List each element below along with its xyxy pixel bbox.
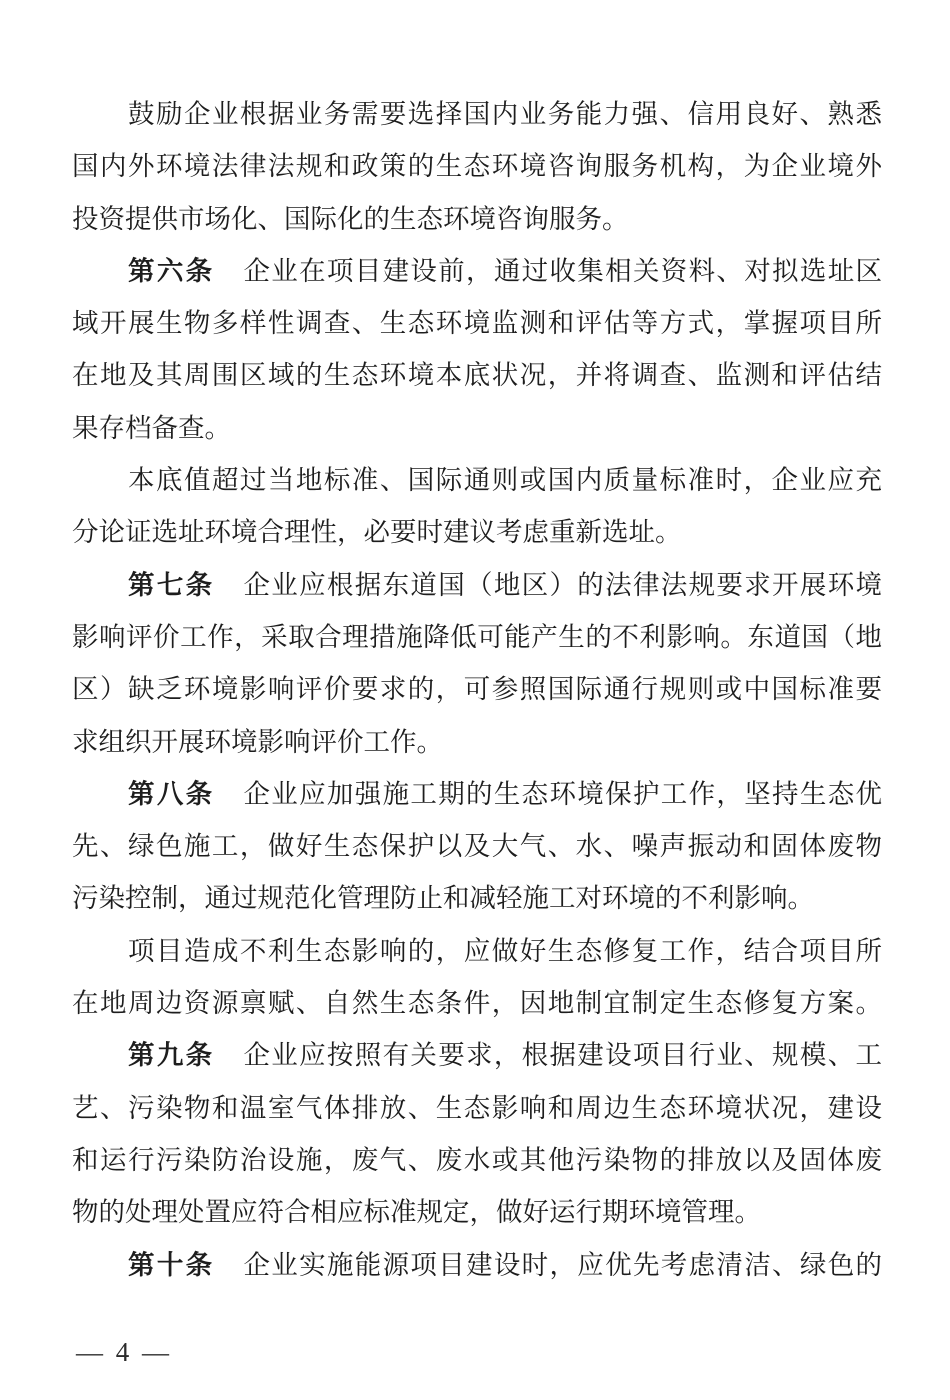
paragraph: [72, 88, 882, 245]
text-line: 第八条 企业应加强施工期的生态环境保护工作，坚持生态优: [128, 778, 883, 809]
text-line: 艺、污染物和温室气体排放、生态影响和周边生态环境状况，建设: [72, 1092, 882, 1123]
document-body: [72, 88, 882, 1291]
paragraph: [72, 1239, 882, 1291]
paragraph: [72, 1029, 882, 1238]
text-line: 求组织开展环境影响评价工作。: [72, 726, 443, 757]
text-line: 国内外环境法律法规和政策的生态环境咨询服务机构，为企业境外: [72, 151, 882, 182]
article-number-label: 第九条: [128, 1040, 215, 1071]
text-line: 第六条 企业在项目建设前，通过收集相关资料、对拟选址区: [128, 255, 883, 286]
text-line: 第十条 企业实施能源项目建设时，应优先考虑清洁、绿色的: [128, 1249, 883, 1280]
text-line: 分论证选址环境合理性，必要时建议考虑重新选址。: [72, 517, 682, 548]
paragraph: [72, 768, 882, 925]
text-line: 影响评价工作，采取合理措施降低可能产生的不利影响。东道国（地: [72, 621, 882, 652]
paragraph: [72, 454, 882, 559]
page-number: — 4 —: [76, 1337, 172, 1367]
paragraph: [72, 559, 882, 768]
text-line: 物的处理处置应符合相应标准规定，做好运行期环境管理。: [72, 1197, 761, 1228]
paragraph: [72, 925, 882, 1030]
article-number-label: 第七条: [128, 569, 215, 600]
text-line: 投资提供市场化、国际化的生态环境咨询服务。: [72, 203, 629, 234]
text-line: 第七条 企业应根据东道国（地区）的法律法规要求开展环境: [128, 569, 883, 600]
article-number-label: 第十条: [128, 1249, 215, 1280]
text-line: 第九条 企业应按照有关要求，根据建设项目行业、规模、工: [128, 1040, 883, 1071]
article-number-label: 第六条: [128, 255, 215, 286]
text-line: 本底值超过当地标准、国际通则或国内质量标准时，企业应充: [128, 465, 882, 496]
text-line: 和运行污染防治设施，废气、废水或其他污染物的排放以及固体废: [72, 1144, 882, 1175]
paragraph: [72, 245, 882, 454]
text-line: 污染控制，通过规范化管理防止和减轻施工对环境的不利影响。: [72, 883, 814, 914]
text-line: 区）缺乏环境影响评价要求的，可参照国际通行规则或中国标准要: [72, 674, 882, 705]
text-line: 域开展生物多样性调查、生态环境监测和评估等方式，掌握项目所: [72, 308, 882, 339]
text-line: 鼓励企业根据业务需要选择国内业务能力强、信用良好、熟悉: [128, 99, 882, 129]
text-line: 在地周边资源禀赋、自然生态条件，因地制宜制定生态修复方案。: [72, 988, 882, 1019]
text-line: 先、绿色施工，做好生态保护以及大气、水、噪声振动和固体废物: [72, 831, 882, 862]
text-line: 项目造成不利生态影响的，应做好生态修复工作，结合项目所: [128, 935, 882, 966]
article-number-label: 第八条: [128, 778, 215, 809]
text-line: 果存档备查。: [72, 412, 231, 443]
text-line: 在地及其周围区域的生态环境本底状况，并将调查、监测和评估结: [72, 360, 882, 391]
